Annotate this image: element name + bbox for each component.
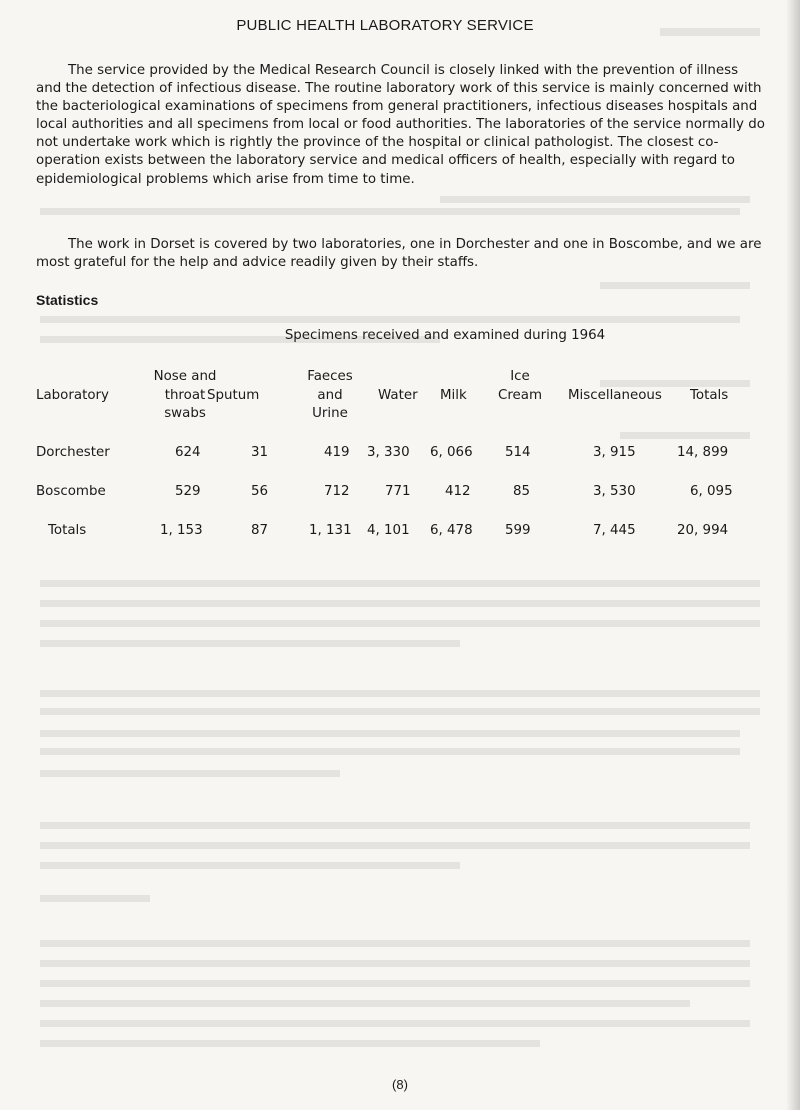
row-totals-water: 4, 101 bbox=[367, 523, 410, 538]
row-totals-ice: 599 bbox=[505, 523, 531, 538]
page-edge-shadow bbox=[786, 0, 800, 1110]
row-totals-faeces: 1, 131 bbox=[309, 523, 352, 538]
header-faeces-line3: Urine bbox=[312, 406, 348, 421]
row-dorchester-faeces: 419 bbox=[324, 445, 350, 460]
row-boscombe-nose: 529 bbox=[175, 484, 201, 499]
header-sputum: Sputum bbox=[207, 388, 260, 403]
row-totals-lab: Totals bbox=[48, 523, 87, 538]
row-totals-nose: 1, 153 bbox=[160, 523, 203, 538]
header-faeces-urine bbox=[290, 368, 370, 424]
page-heading: PUBLIC HEALTH LABORATORY SERVICE bbox=[236, 17, 534, 34]
header-totals: Totals bbox=[690, 388, 729, 403]
row-boscombe-faeces: 712 bbox=[324, 484, 350, 499]
header-faeces-line1: Faeces bbox=[307, 369, 353, 384]
header-faeces-line2: and bbox=[317, 387, 343, 403]
header-nose-line1: Nose and bbox=[153, 369, 217, 384]
row-totals-milk: 6, 478 bbox=[430, 523, 473, 538]
header-ice-cream bbox=[490, 368, 550, 405]
header-milk: Milk bbox=[440, 388, 467, 403]
header-nose-line3: swabs bbox=[164, 406, 206, 421]
row-boscombe-sputum: 56 bbox=[251, 484, 269, 499]
row-boscombe-totals: 6, 095 bbox=[690, 484, 733, 499]
header-ice-line2: Cream bbox=[497, 387, 543, 403]
row-boscombe-water: 771 bbox=[385, 484, 411, 499]
row-dorchester-lab: Dorchester bbox=[36, 445, 110, 460]
row-dorchester-misc: 3, 915 bbox=[593, 445, 636, 460]
intro-paragraph: The service provided by the Medical Research Council is closely linked with the prevention of illness and the detection of infectious disease. The routine laboratory work of this service is mainly concerned with the bacteriological examinations of specimens from general practitioners, infectious diseases hospitals and local authorities and all specimens from local or food authorities. The laboratories of the service normally do not undertake work which is rightly the province of the hospital or clinical pathologist. The closest co-operation exists between the laboratory service and medical officers of health, especially with regard to epidemiological problems which arise from time to time. bbox=[36, 63, 765, 187]
row-boscombe-misc: 3, 530 bbox=[593, 484, 636, 499]
row-boscombe-lab: Boscombe bbox=[36, 484, 106, 499]
row-totals-misc: 7, 445 bbox=[593, 523, 636, 538]
row-totals-sputum: 87 bbox=[251, 523, 269, 538]
row-boscombe-ice: 85 bbox=[513, 484, 531, 499]
statistics-label: Statistics bbox=[36, 292, 99, 308]
row-dorchester-ice: 514 bbox=[505, 445, 531, 460]
row-dorchester-totals: 14, 899 bbox=[677, 445, 729, 460]
row-boscombe-milk: 412 bbox=[445, 484, 471, 499]
header-nose-line2: throat bbox=[164, 387, 206, 403]
page-number: (8) bbox=[392, 1077, 408, 1092]
header-miscellaneous: Miscellaneous bbox=[568, 388, 662, 403]
header-laboratory: Laboratory bbox=[36, 388, 109, 403]
row-dorchester-water: 3, 330 bbox=[367, 445, 410, 460]
header-water: Water bbox=[378, 388, 418, 403]
header-ice-line1: Ice bbox=[510, 369, 530, 384]
dorset-paragraph: The work in Dorset is covered by two laboratories, one in Dorchester and one in Boscombe, and we are most grateful for the help and advice readily given by their staffs. bbox=[36, 237, 762, 271]
table-title: Specimens received and examined during 1964 bbox=[284, 328, 606, 343]
row-dorchester-sputum: 31 bbox=[251, 445, 269, 460]
row-totals-totals: 20, 994 bbox=[677, 523, 729, 538]
row-dorchester-milk: 6, 066 bbox=[430, 445, 473, 460]
row-dorchester-nose: 624 bbox=[175, 445, 201, 460]
